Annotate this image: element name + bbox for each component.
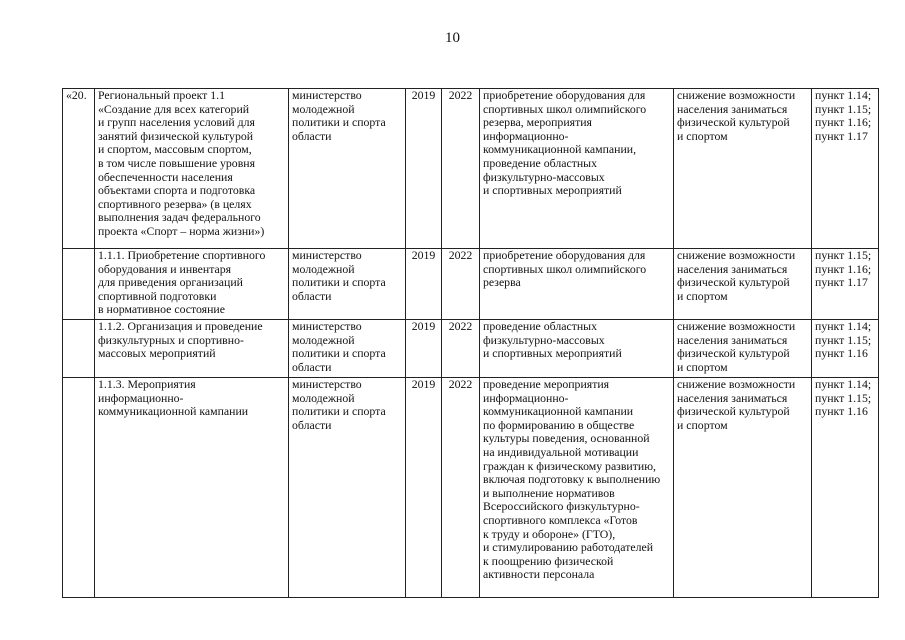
table-row [63,249,879,320]
non-implementation-consequence: снижение возможности населения заниматься физической культурой и спортом [674,89,812,249]
start-year: 2019 [406,89,442,249]
responsible-executor: министерство молодежной политики и спорта области [289,378,406,598]
measure-title: Региональный проект 1.1 «Создание для всех категорий и групп населения условий для занятий физической культурой и спортом, массовым спортом, в том числе повышение уровня обеспеченности населения объектами спорта и подготовка спортивного резерва» (в целях выполнения задач федерального проекта «Спорт – норма жизни») [95,89,289,249]
table-row [63,320,879,378]
responsible-executor: министерство молодежной политики и спорта области [289,320,406,378]
responsible-executor: министерство молодежной политики и спорта области [289,89,406,249]
table-row [63,378,879,598]
related-indicators: пункт 1.14; пункт 1.15; пункт 1.16 [812,320,879,378]
start-year: 2019 [406,320,442,378]
responsible-executor: министерство молодежной политики и спорта области [289,249,406,320]
end-year: 2022 [442,320,480,378]
related-indicators: пункт 1.14; пункт 1.15; пункт 1.16 [812,378,879,598]
row-number [63,320,95,378]
page-number: 10 [445,30,460,46]
non-implementation-consequence: снижение возможности населения заниматься физической культурой и спортом [674,320,812,378]
main-directions: проведение мероприятия информационно- коммуникационной кампании по формированию в обществе культуры поведения, основанной на индивидуальной мотивации граждан к физическому развитию, включая подготовку к выполнению и выполнение нормативов Всероссийского физкультурно- спортивного комплекса «Готов к труду и обороне» (ГТО), и стимулированию работодателей к поощрению физической активности персонала [480,378,674,598]
table-row [63,89,879,249]
start-year: 2019 [406,378,442,598]
measure-title: 1.1.3. Мероприятия информационно- коммуникационной кампании [95,378,289,598]
non-implementation-consequence: снижение возможности населения заниматься физической культурой и спортом [674,378,812,598]
end-year: 2022 [442,249,480,320]
row-number: «20. [63,89,95,249]
main-directions: приобретение оборудования для спортивных школ олимпийского резерва, мероприятия информационно- коммуникационной кампании, проведение областных физкультурно-массовых и спортивных мероприятий [480,89,674,249]
related-indicators: пункт 1.14; пункт 1.15; пункт 1.16; пункт 1.17 [812,89,879,249]
start-year: 2019 [406,249,442,320]
row-number [63,249,95,320]
end-year: 2022 [442,89,480,249]
measure-title: 1.1.2. Организация и проведение физкультурных и спортивно- массовых мероприятий [95,320,289,378]
program-measures-table [62,88,879,598]
end-year: 2022 [442,378,480,598]
measure-title: 1.1.1. Приобретение спортивного оборудования и инвентаря для приведения организаций спортивной подготовки в нормативное состояние [95,249,289,320]
non-implementation-consequence: снижение возможности населения заниматься физической культурой и спортом [674,249,812,320]
row-number [63,378,95,598]
related-indicators: пункт 1.15; пункт 1.16; пункт 1.17 [812,249,879,320]
main-directions: проведение областных физкультурно-массовых и спортивных мероприятий [480,320,674,378]
main-directions: приобретение оборудования для спортивных школ олимпийского резерва [480,249,674,320]
